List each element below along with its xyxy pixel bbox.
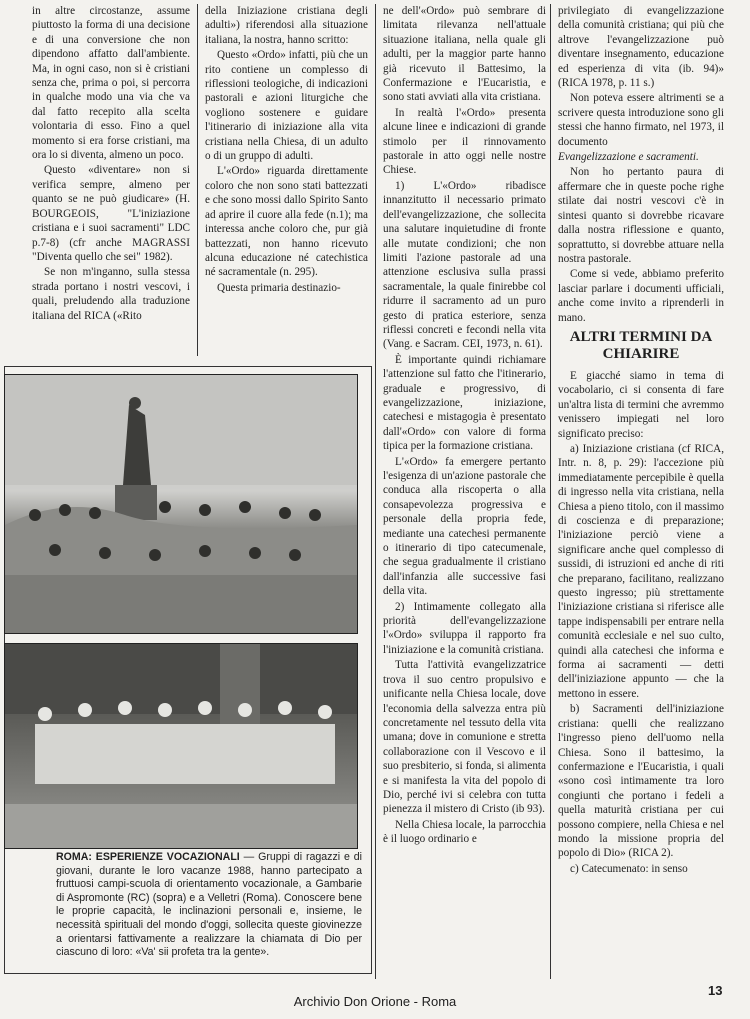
paragraph: Non ho pertanto paura di affermare che in queste poche righe stilate dai nostri vescovi c'è in sintesi quanto si dovrebbe ricavare dalla nostra riflessione e quanto, soprattutto, si dovrebbe attuare nella nostra pastorale. — [558, 166, 724, 265]
paragraph: 1) L'«Ordo» ribadisce innanzitutto il necessario primato dell'evangelizzazione, che sollecita una salutare inquietudine di fronte alle mutate condizioni; che non limiti l'azione pastorale ad una attenzione esclusiva sulla prassi sacramentale, la quale finirebbe col ridurre il sacramento ad un puro gesto di pratica esteriore, senza riflessi concreti e fecondi nella vita (Vang. e Sacram. CEI, 1973, n. 61). — [383, 179, 546, 351]
paragraph: Come si vede, abbiamo preferito lasciar parlare i documenti ufficiali, anche come invito a riprenderli in mano. — [558, 268, 724, 324]
paragraph: b) Sacramenti dell'iniziazione cristiana: quelli che realizzano l'ingresso pieno dell'uomo nella Chiesa. Sono il battesimo, la confermazione e l'Eucaristia, i quali «sono così intimamente tra loro congiunti che portano i fedeli a quella maturità cristiana per cui possono compiere, nella Chiesa e nel mondo la missione propria del popolo di Dio» (RICA 2). — [558, 703, 724, 860]
paragraph: Se non m'inganno, sulla stessa strada portano i nostri vescovi, i quali, preludendo alla traduzione italiana del RICA («Rito — [32, 266, 190, 322]
document-title: Evangelizzazione e sacramenti. — [558, 151, 699, 164]
text-column-4 — [558, 4, 724, 979]
page-number: 13 — [708, 983, 723, 998]
paragraph: 2) Intimamente collegato alla priorità dell'evangelizzazione l'«Ordo» sviluppa il rapporto fra l'iniziazione e la comunità cristiana. — [383, 600, 546, 656]
paragraph: In realtà l'«Ordo» presenta alcune linee e indicazioni di grande stimolo per il rinnovamento pastorale in atto oggi nelle nostre Chiese. — [383, 106, 546, 177]
archive-footer: Archivio Don Orione - Roma — [293, 994, 457, 1009]
column-rule — [197, 4, 198, 356]
paragraph: Questo «Ordo» infatti, più che un rito contiene un complesso di riflessioni teologiche, di indicazioni pastorali e azioni liturgiche che vogliono sostenere e guidare l'itinerario di iniziazione alla vita cristiana nella Chiesa, di un adulto o di un gruppo di adulti. — [205, 49, 368, 163]
paragraph: c) Catecumenato: in senso — [570, 862, 688, 875]
photo-caption — [56, 851, 362, 960]
paragraph: Questo «diventare» non si verifica sempre, almeno per quanto se ne può giudicare» (H. BOURGEOIS, "L'iniziazione cristiana e i suoi sacramenti" LDC p.7-8) (cfr anche MAGRASSI "Diventa quello che sei" 1982). — [32, 164, 190, 263]
text-column-1 — [32, 4, 190, 324]
column-rule — [550, 4, 551, 979]
paragraph: E giacché siamo in tema di vocabolario, ci si consenta di fare un'altra lista di termini che avremmo venissero impiegati nel loro significato preciso: — [558, 369, 724, 440]
paragraph: della Iniziazione cristiana degli adulti») riferendosi alla situazione italiana, la nostra, hanno scritto: — [205, 5, 368, 46]
paragraph: Non poteva essere altrimenti se a scrivere questa introduzione sono gli stessi che hanno firmato, nel 1973, il documento — [558, 92, 724, 148]
paragraph: Tutta l'attività evangelizzatrice trova il suo centro propulsivo e unificante nella Chiesa locale, dove l'economia della salvezza entra più concretamente nel tessuto della vita umana; dove in comunione e stretta collaborazione con il Vescovo e il suo presbiterio, si fonda, si alimenta e si manifesta la vita del popolo di Dio, perché ivi si celebra con tutta pienezza il mistero di Cristo (ib 93). — [383, 659, 546, 816]
text-column-2 — [205, 4, 368, 296]
paragraph: L'«Ordo» riguarda direttamente coloro che non sono stati battezzati e che sono mossi dallo Spirito Santo ad aprire il cuore alla fede (n.1); ma interessa anche coloro che, pur già battezzati, non hanno ricevuto alcuna educazione né catechistica né sacramentale (n. 295). — [205, 165, 368, 279]
photo-illustration — [5, 644, 357, 848]
paragraph: a) Iniziazione cristiana (cf RICA, Intr. n. 8, p. 29): l'accezione più immediatamente percepibile è quella di ingresso nella vita cristiana, nella Chiesa a pieno titolo, con il massimo di coscienza e di preparazione; l'iniziazione perciò viene a significare anche quel complesso di sussidi, di istruzioni ed anche di riti che preparano, facilitano, realizzano questo ingresso; più strettamente l'iniziazione cristiana si riferisce alle tappe indispensabili per entrare nella comunità ecclesiale e nel suo culto, quindi alla catechesi che informa e forma ai sacramenti — detti dell'iniziazione appunto — che la mettono in essere. — [558, 442, 724, 700]
caption-text: — Gruppi di ragazzi e di giovani, durante le loro vacanze 1988, hanno partecipato a fruttuosi campi-scuola di orientamento vocazionale, a Gambarie di Aspromonte (RC) (sopra) e a Velletri (Roma). Conoscere bene le proprie capacità, le inclinazioni personali e, insieme, le necessità spirituali del mondo d'oggi, sollecita queste giovinezze a orientarsi fattivamente a realizzare la chiamata di Dio per ciascuno di loro: «Va' sii profeta tra la gente». — [56, 851, 362, 959]
group-photo-velletri — [4, 643, 358, 849]
paragraph: ne dell'«Ordo» può sembrare di limitata rilevanza nell'attuale situazione italiana, nella quale gli adulti, per la maggior parte hanno già ricevuto il Battesimo, la Confermazione e l'Eucaristia, e sono stati avviati alla vita cristiana. — [383, 5, 546, 104]
paragraph: privilegiato di evangelizzazione della comunità cristiana; qui più che altrove l'evangelizzazione può diventare insegnamento, educazione ed esperienza di vita (ib. 94)» (RICA 1978, p. 11 s.) — [558, 5, 724, 90]
section-heading: ALTRI TERMINI DA CHIARIRE — [569, 328, 713, 362]
text-column-3 — [383, 4, 546, 979]
photo-illustration — [5, 375, 357, 633]
paragraph: in altre circostanze, assume piuttosto la forma di una decisione e di una conversione che non dipendono affatto dall'ambiente. Ma, in ogni caso, non si è cristiani senza che, prima o poi, si percorra in qualche modo una via che va dal fatto recepito alla scelta volontaria di esso. Fino a quel momento si era forse cristiani, ma ora lo si diventa, almeno un poco. — [32, 5, 190, 162]
paragraph: Nella Chiesa locale, la parrocchia è il luogo ordinario e — [383, 818, 546, 846]
column-rule — [375, 4, 376, 979]
caption-title: ROMA: ESPERIENZE VOCAZIONALI — [56, 851, 240, 863]
paragraph: L'«Ordo» fa emergere pertanto l'esigenza di un'azione pastorale che conduca alla riscoperta o alla consapevolezza progressiva e personale della propria fede, mediante una catechesi permanente o itinerario di tipo catecumenale, che segua gradualmente il cristiano dall'infanzia alle successive fasi della vita. — [383, 455, 546, 598]
paragraph: Questa primaria destinazio- — [217, 281, 341, 294]
group-photo-gambarie — [4, 374, 358, 634]
paragraph: È importante quindi richiamare l'attenzione sul fatto che l'itinerario, graduale e progressivo, di evangelizzazione, iniziazione, catechesi e mistagogia è presentato dall'«Ordo» con valore di forma tipica per la formazione cristiana. — [383, 353, 546, 453]
